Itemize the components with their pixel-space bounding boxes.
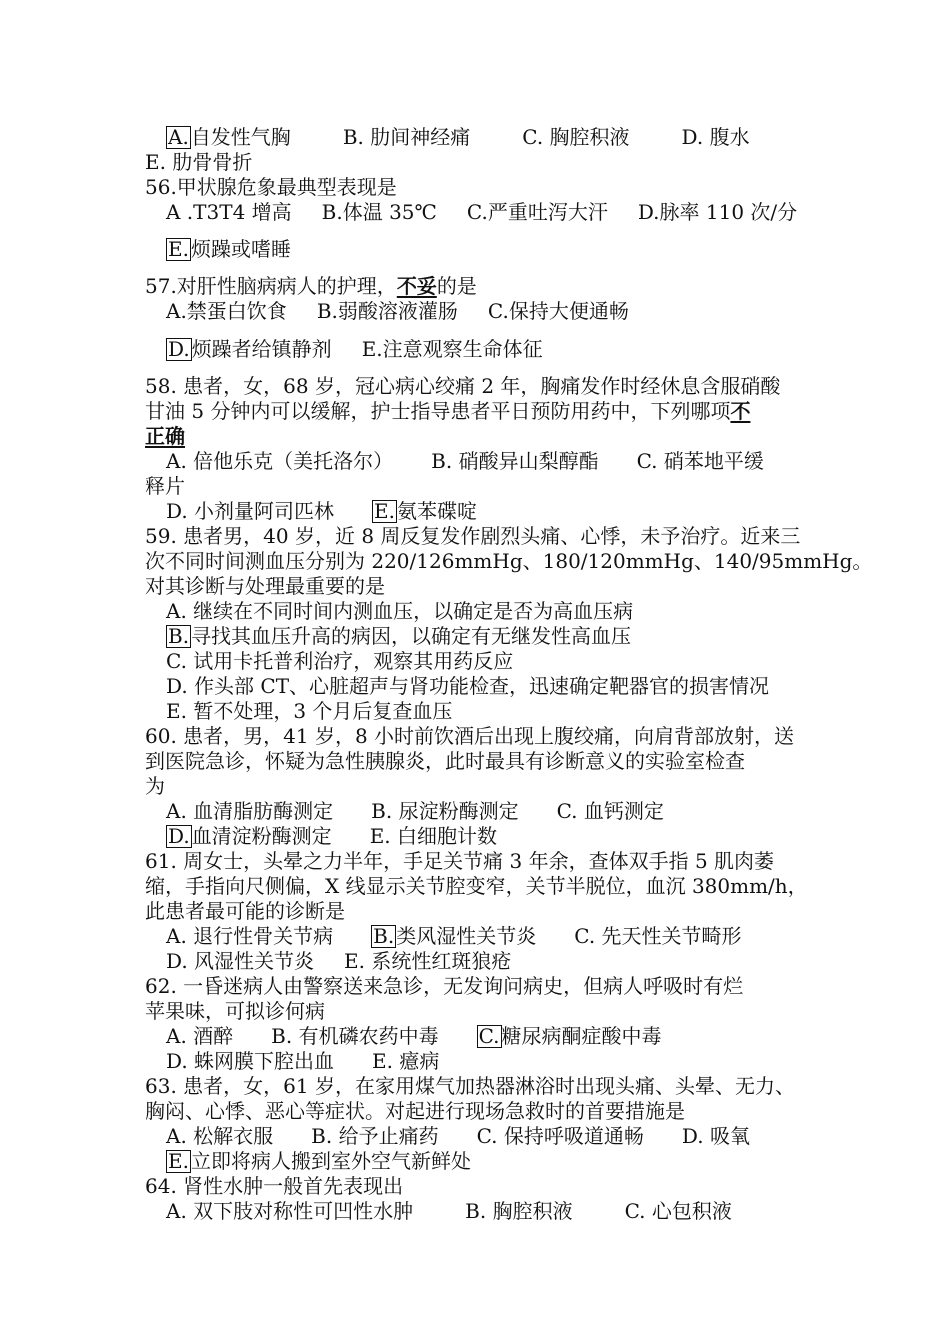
option-a: A. 血清脂肪酶测定 [166, 799, 334, 823]
option-a: A. 退行性骨关节病 [166, 924, 334, 948]
q60-options-line [166, 798, 836, 824]
option-c: C. 先天性关节畸形 [574, 924, 742, 948]
q58-options-line [166, 448, 836, 474]
option-b-text: 类风湿性关节炎 [396, 924, 537, 948]
q56-option-e [166, 236, 836, 262]
q61-options-line-2 [166, 948, 836, 974]
answer-marker: D. [168, 337, 190, 361]
option-b: B. 胸腔积液 [465, 1199, 573, 1223]
q62-options-line-2 [166, 1048, 836, 1074]
option-c: C. 胸腔积液 [522, 125, 630, 149]
option-e-text: 氨苯碟啶 [397, 499, 478, 523]
option-a: A.禁蛋白饮食 [166, 299, 287, 323]
q59-stem-line-2: 次不同时间测血压分别为 220/126mmHg、180/120mmHg、140/95mmHg。 [145, 549, 873, 573]
q60-stem-line-1: 60. 患者，男，41 岁，8 小时前饮酒后出现上腹绞痛，向肩背部放射，送 [145, 724, 795, 748]
option-a: A. 松解衣服 [166, 1124, 274, 1148]
q59-stem-line-1: 59. 患者男，40 岁，近 8 周反复发作剧烈头痛、心悸，未予治疗。近来三 [145, 524, 801, 548]
q62-options-line [166, 1023, 836, 1049]
option-b: B.弱酸溶液灌肠 [316, 299, 458, 323]
q57-options-line [166, 298, 836, 324]
stem-emphasis: 不 [730, 399, 751, 423]
answer-marker: B. [168, 624, 190, 648]
option-d-text: 血清淀粉酶测定 [191, 824, 332, 848]
option-d-text: 烦躁者给镇静剂 [191, 337, 332, 361]
q59-stem-line-3: 对其诊断与处理最重要的是 [145, 574, 385, 598]
option-c: C. 硝苯地平缓 [636, 449, 764, 473]
q57-options-line-2 [166, 336, 836, 362]
option-a: A. 倍他乐克（美托洛尔） [166, 449, 394, 473]
option-c: C.严重吐泻大汗 [466, 200, 608, 224]
answer-marker: E. [374, 499, 396, 523]
q64-options-line [166, 1198, 836, 1224]
option-c: C. 血钙测定 [556, 799, 664, 823]
q63-stem-line-1: 63. 患者，女，61 岁，在家用煤气加热器淋浴时出现头痛、头晕、无力、 [145, 1074, 795, 1098]
stem-emphasis: 正确 [145, 424, 185, 448]
stem-text-end: 的是 [436, 274, 477, 298]
q58-option-c-continued: 释片 [145, 474, 185, 498]
q64-stem: 64. 肾性水肿一般首先表现出 [145, 1174, 404, 1198]
q55-options-line [166, 124, 836, 150]
q59-option-b [166, 623, 836, 649]
option-d: D. 蛛网膜下腔出血 [166, 1049, 335, 1073]
q58-stem-line-2 [145, 398, 815, 424]
q60-stem-line-2: 到医院急诊，怀疑为急性胰腺炎，此时最具有诊断意义的实验室检查 [145, 749, 745, 773]
q58-stem-line-1: 58. 患者，女，68 岁，冠心病心绞痛 2 年，胸痛发作时经休息含服硝酸 [145, 374, 781, 398]
option-a: A. 双下肢对称性可凹性水肿 [166, 1199, 414, 1223]
answer-marker: D. [168, 824, 190, 848]
answer-marker: A. [168, 125, 189, 149]
option-b: B. 有机磷农药中毒 [271, 1024, 439, 1048]
answer-marker: E. [168, 237, 189, 261]
option-b: B. 硝酸异山梨醇酯 [431, 449, 599, 473]
option-e-text: 烦躁或嗜睡 [190, 237, 291, 261]
q62-stem-line-1: 62. 一昏迷病人由警察送来急诊，无发询问病史，但病人呼吸时有烂 [145, 974, 744, 998]
option-a: A. 酒醉 [166, 1024, 234, 1048]
option-a-text: 自发性气胸 [190, 125, 291, 149]
q59-option-e: E. 暂不处理，3 个月后复查血压 [166, 699, 453, 723]
option-d: D. 吸氧 [681, 1124, 750, 1148]
answer-marker: C. [478, 1024, 500, 1048]
stem-text: 甘油 5 分钟内可以缓解，护士指导患者平日预防用药中，下列哪项 [145, 399, 731, 423]
q58-options-line-2 [166, 498, 836, 524]
option-c-text: 糖尿病酮症酸中毒 [501, 1024, 662, 1048]
q63-options-line [166, 1123, 836, 1149]
q58-stem-line-3 [145, 423, 815, 449]
option-b: B. 肋间神经痛 [342, 125, 471, 149]
option-b-text: 寻找其血压升高的病因，以确定有无继发性高血压 [191, 624, 632, 648]
q59-option-a: A. 继续在不同时间内测血压，以确定是否为高血压病 [166, 599, 634, 623]
q55-option-e: E. 肋骨骨折 [145, 150, 253, 174]
option-b: B. 尿淀粉酶测定 [371, 799, 519, 823]
option-c: C.保持大便通畅 [487, 299, 629, 323]
q60-stem-line-3: 为 [145, 774, 165, 798]
option-d: D. 风湿性关节炎 [166, 949, 315, 973]
option-d: D.脉率 110 次/分 [637, 200, 798, 224]
q62-stem-line-2: 苹果味，可拟诊何病 [145, 999, 325, 1023]
option-e: E. 系统性红斑狼疮 [344, 949, 512, 973]
option-e-text: 立即将病人搬到室外空气新鲜处 [190, 1149, 471, 1173]
option-c: C. 保持呼吸道通畅 [476, 1124, 644, 1148]
option-d: D. 腹水 [681, 125, 750, 149]
option-a: A .T3T4 增高 [166, 200, 292, 224]
option-b: B. 给予止痛药 [311, 1124, 439, 1148]
q61-stem-line-2: 缩，手指向尺侧偏，X 线显示关节腔变窄，关节半脱位，血沉 380mm/h， [145, 874, 808, 898]
q57-stem [145, 273, 815, 299]
option-b: B.体温 35℃ [321, 200, 437, 224]
q56-options-line [166, 199, 836, 225]
option-e: E. 癔病 [372, 1049, 440, 1073]
q61-stem-line-1: 61. 周女士，头晕之力半年，手足关节痛 3 年余，查体双手指 5 肌肉萎 [145, 849, 775, 873]
answer-marker: B. [373, 924, 395, 948]
q59-option-d: D. 作头部 CT、心脏超声与肾功能检查，迅速确定靶器官的损害情况 [166, 674, 770, 698]
option-e: E.注意观察生命体征 [361, 337, 543, 361]
stem-text: 57.对肝性脑病病人的护理， [145, 274, 397, 298]
q56-stem: 56.甲状腺危象最典型表现是 [145, 175, 397, 199]
q60-options-line-2 [166, 823, 836, 849]
q61-options-line [166, 923, 836, 949]
option-c: C. 心包积液 [624, 1199, 732, 1223]
stem-emphasis: 不妥 [396, 274, 437, 298]
q63-option-e [166, 1148, 836, 1174]
answer-marker: E. [168, 1149, 189, 1173]
q63-stem-line-2: 胸闷、心悸、恶心等症状。对起进行现场急救时的首要措施是 [145, 1099, 685, 1123]
q59-option-c: C. 试用卡托普利治疗，观察其用药反应 [166, 649, 514, 673]
q61-stem-line-3: 此患者最可能的诊断是 [145, 899, 345, 923]
option-d: D. 小剂量阿司匹林 [166, 499, 335, 523]
option-e: E. 白细胞计数 [369, 824, 498, 848]
